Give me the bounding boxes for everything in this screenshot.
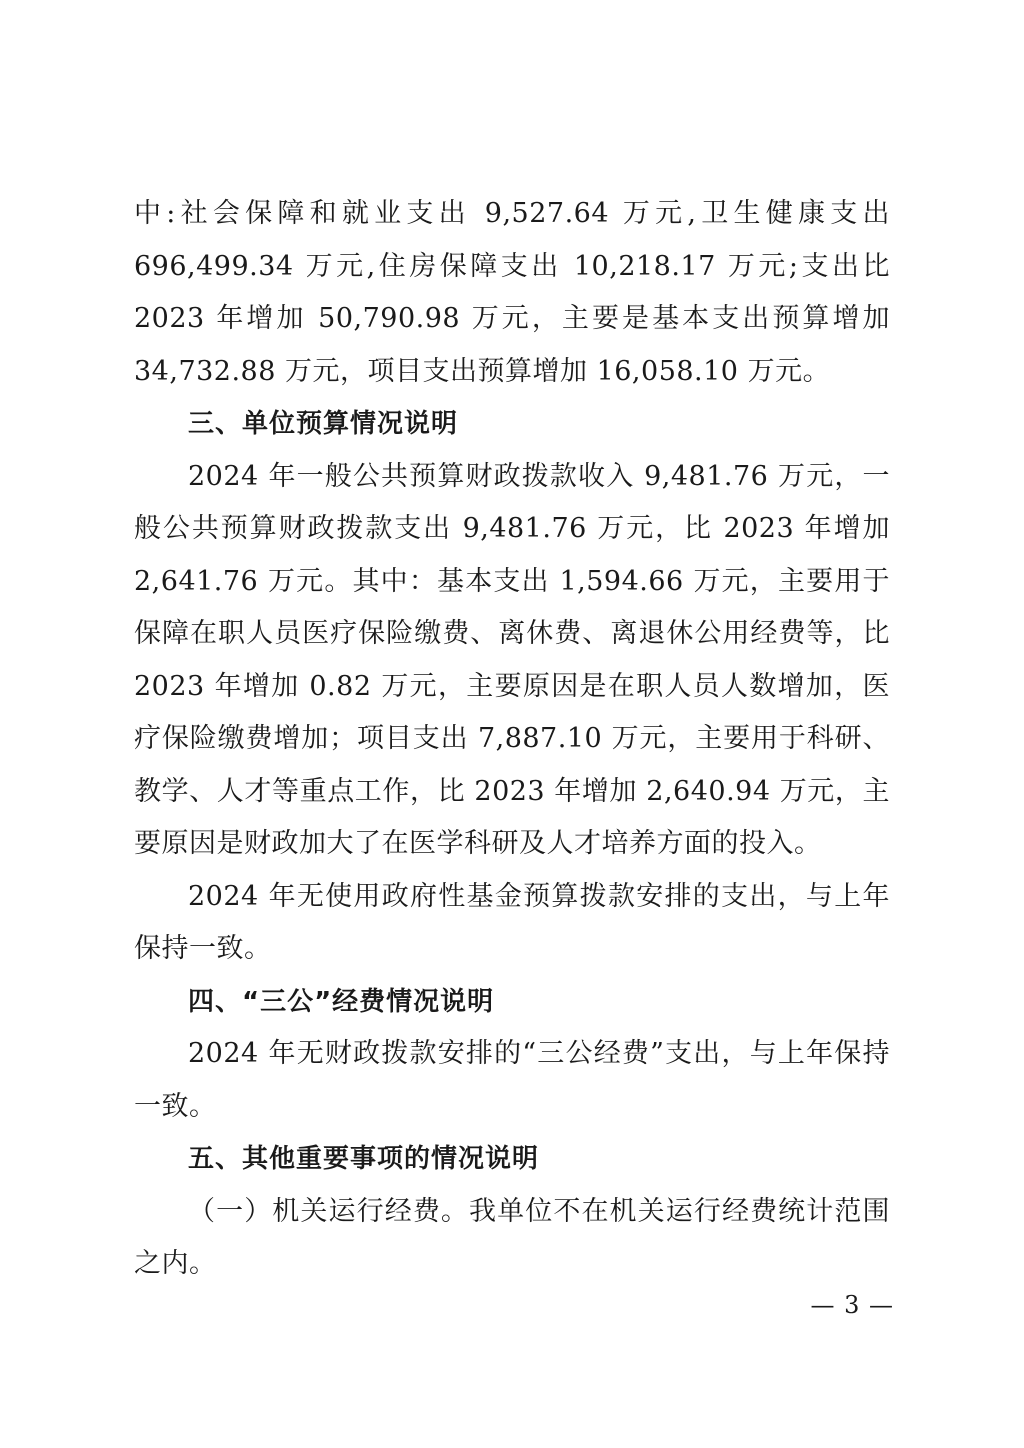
paragraph-expenditure-continued: 中:社会保障和就业支出 9,527.64 万元,卫生健康支出 696,499.34 万元,住房保障支出 10,218.17 万元;支出比 2023 年增加 50,790.98 万元，主要是基本支出预算增加 34,732.88 万元，项目支出预算增加 16,058.10 万元。 — [134, 198, 890, 387]
document-body — [134, 188, 890, 1291]
paragraph-general-budget: 2024 年一般公共预算财政拨款收入 9,481.76 万元，一般公共预算财政拨款支出 9,481.76 万元，比 2023 年增加 2,641.76 万元。其中：基本支出 1,594.66 万元，主要用于保障在职人员医疗保险缴费、离休费、离退休公用经费等，比 2023 年增加 0.82 万元，主要原因是在职人员人数增加，医疗保险缴费增加；项目支出 7,887.10 万元，主要用于科研、教学、人才等重点工作，比 2023 年增加 2,640.94 万元，主要原因是财政加大了在医学科研及人才培养方面的投入。 — [134, 460, 890, 859]
paragraph-government-fund: 2024 年无使用政府性基金预算拨款安排的支出，与上年保持一致。 — [134, 880, 890, 964]
section-heading-unit-budget: 三、单位预算情况说明 — [188, 409, 459, 439]
section-heading-other-matters: 五、其他重要事项的情况说明 — [188, 1144, 540, 1174]
paragraph-operating-expenses: （一）机关运行经费。我单位不在机关运行经费统计范围之内。 — [134, 1195, 890, 1279]
section-heading-three-public: 四、“三公”经费情况说明 — [188, 986, 495, 1017]
page-number: — 3 — — [810, 1291, 894, 1319]
paragraph-three-public-expenses: 2024 年无财政拨款安排的“三公经费”支出，与上年保持一致。 — [134, 1038, 890, 1122]
